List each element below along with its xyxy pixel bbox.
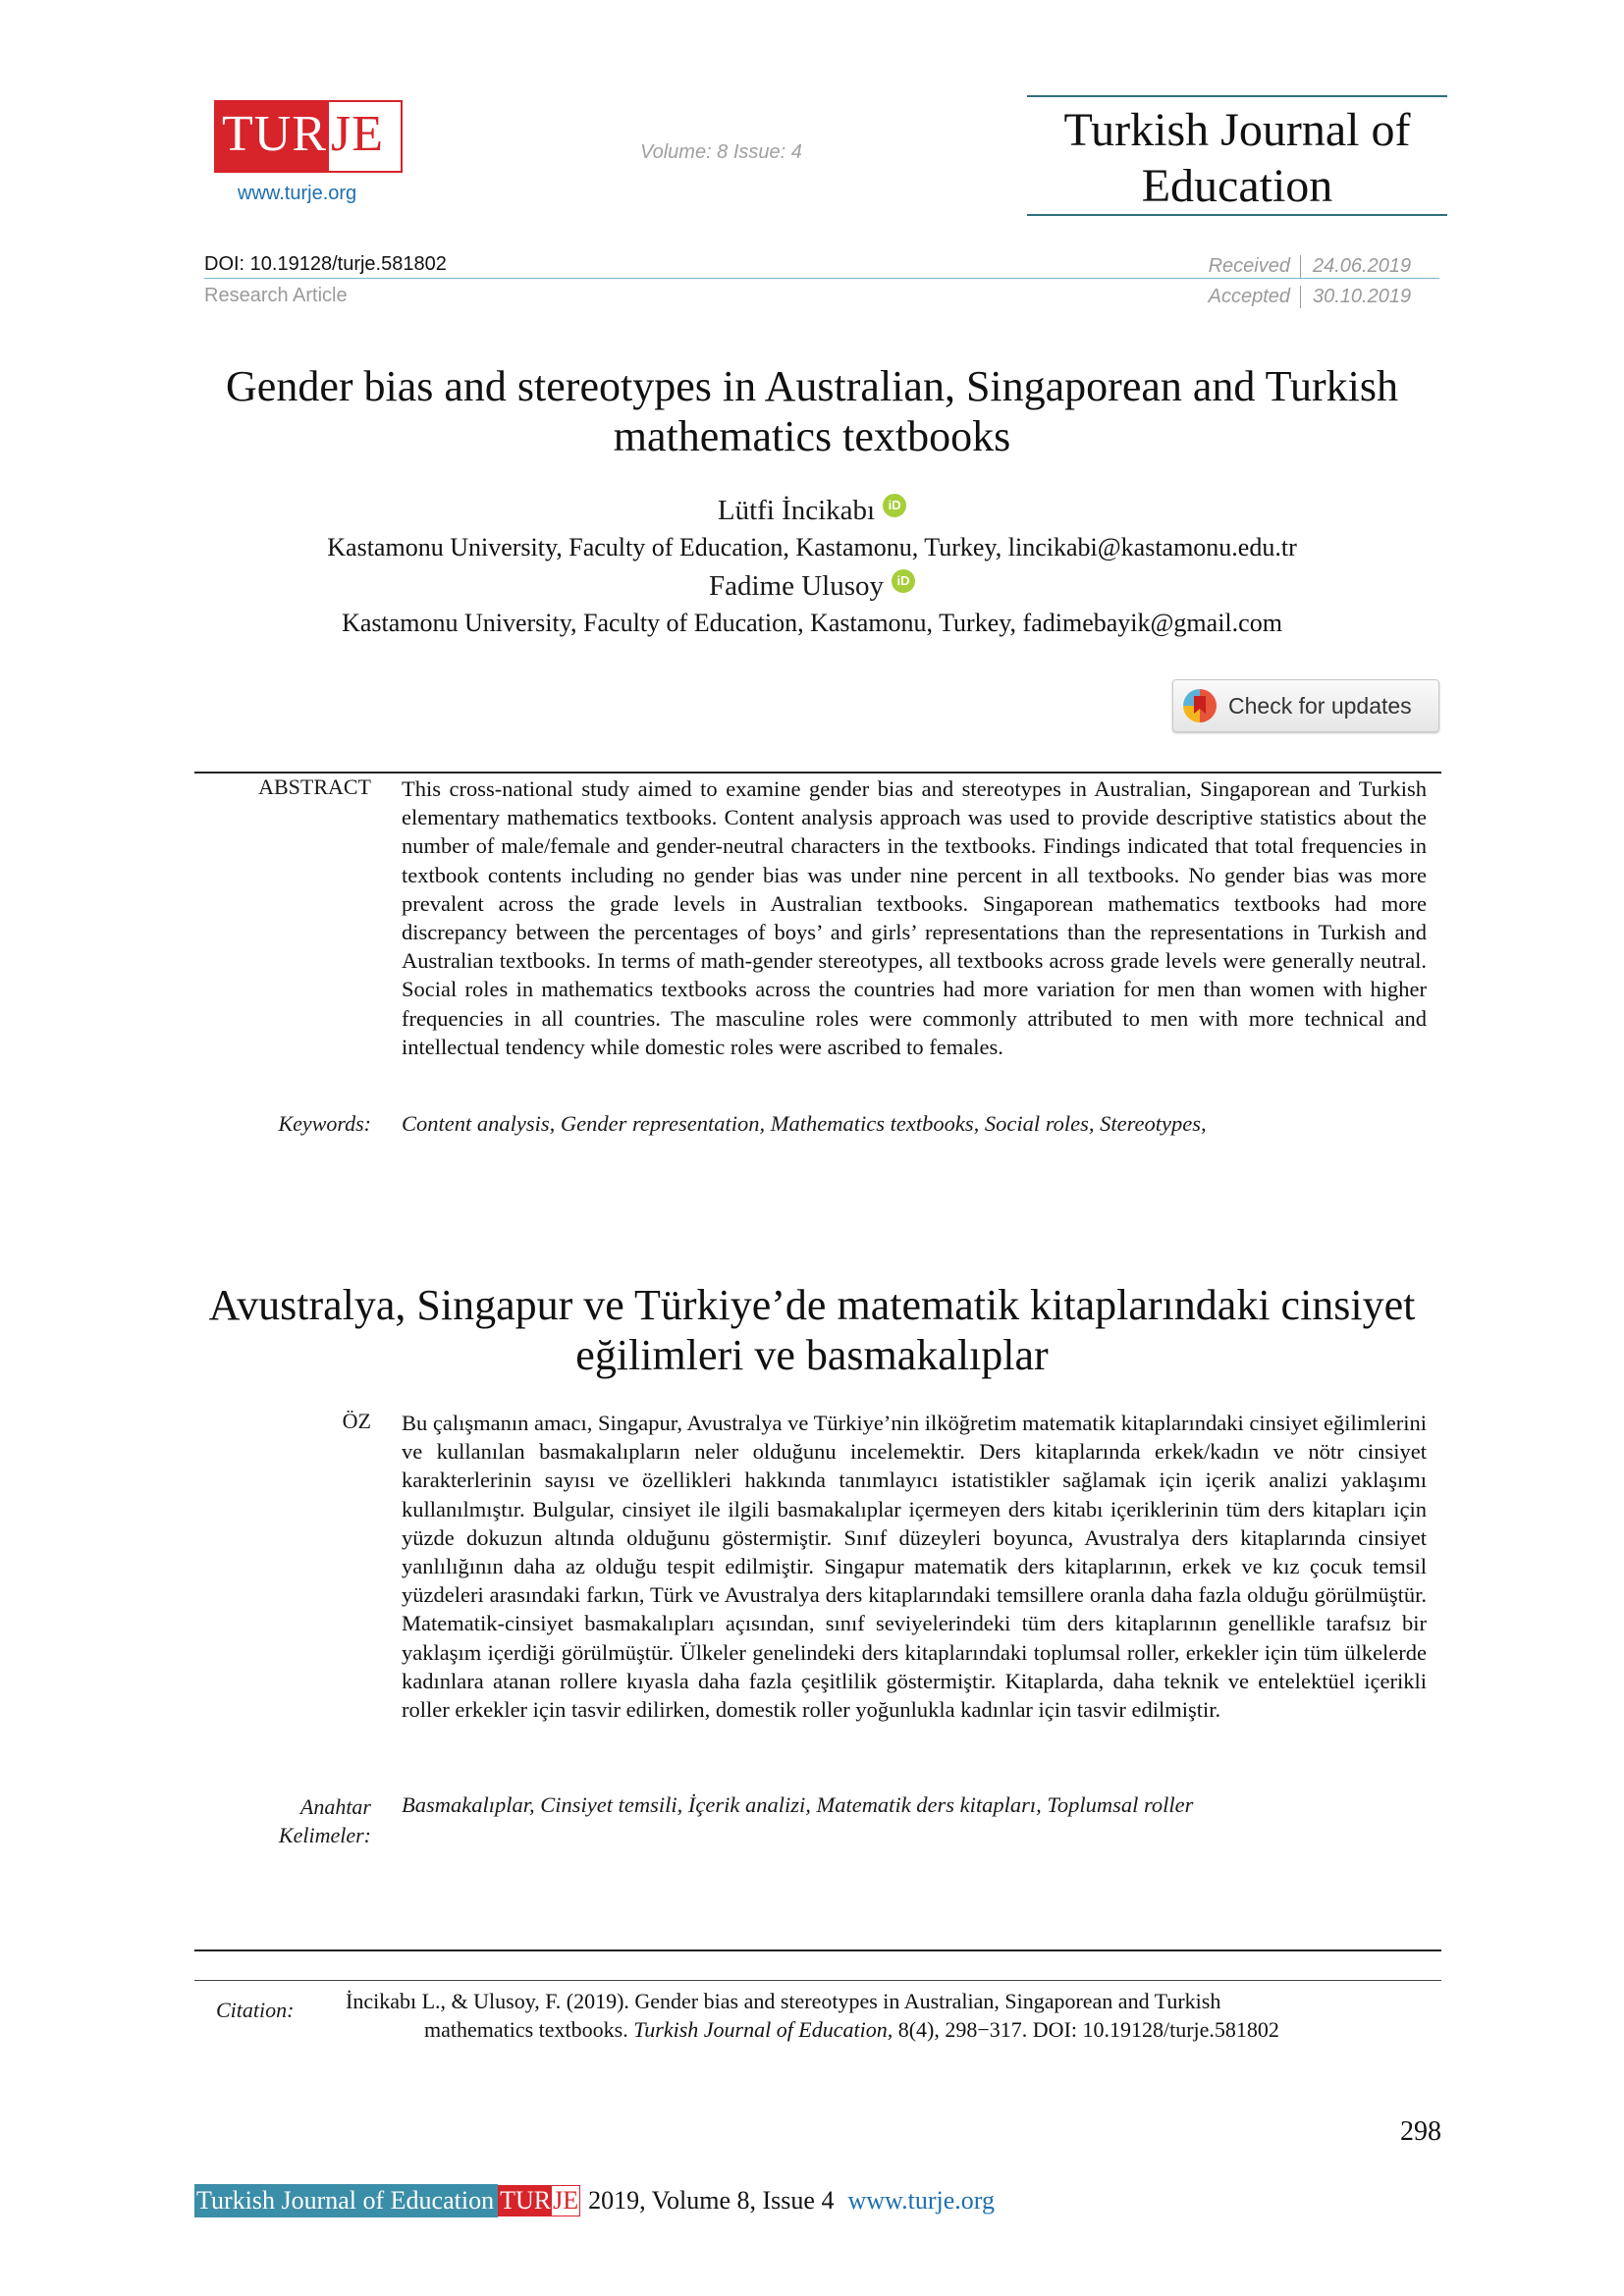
orcid-icon[interactable]: iD (892, 569, 915, 593)
turkish-keywords-label (194, 1792, 371, 1849)
author-2 (157, 569, 1467, 603)
abstract-label: ABSTRACT (258, 774, 371, 799)
turkish-keywords-label-line1: Anahtar (299, 1794, 371, 1819)
turkish-keywords-text: Basmakalıplar, Cinsiyet temsili, İçerik analizi, Matematik ders kitapları, Toplumsal roller (402, 1792, 1194, 1817)
citation-line-1: İncikabı L., & Ulusoy, F. (2019). Gender bias and stereotypes in Australian, Singaporean and Turkish (346, 1989, 1221, 2013)
citation-text (346, 1987, 1406, 2044)
footer-issue-info: 2019, Volume 8, Issue 4 (588, 2186, 835, 2215)
keywords-label: Keywords: (278, 1111, 371, 1136)
logo-red-part: TUR (216, 102, 329, 171)
doi-link[interactable]: DOI: 10.19128/turje.581802 (204, 253, 447, 275)
keywords-text: Content analysis, Gender representation, Mathematics textbooks, Social roles, Stereotypes, (402, 1111, 1207, 1136)
citation-top-rule (194, 1949, 1441, 1951)
orcid-icon[interactable]: iD (883, 494, 906, 517)
received-date: 24.06.2019 (1313, 255, 1412, 277)
journal-title-bottom-rule (1027, 214, 1447, 216)
logo-white-part: JE (331, 106, 384, 162)
author-2-affiliation: Kastamonu University, Faculty of Education, Kastamonu, Turkey, fadimebayik@gmail.com (342, 609, 1282, 637)
footer-journal-name: Turkish Journal of Education (194, 2184, 498, 2217)
author-1-name: Lütfi İncikabı (717, 495, 876, 526)
dates-block (1164, 251, 1439, 312)
abstract-rule (194, 772, 1441, 774)
journal-title-top-rule (1027, 95, 1447, 97)
footer (194, 2184, 995, 2217)
footer-logo (498, 2185, 580, 2216)
paper-title: Gender bias and stereotypes in Australian, Singaporean and Turkish mathematics textbooks (226, 362, 1398, 460)
citation-line-2 (346, 2015, 1406, 2044)
accepted-label: Accepted (1164, 286, 1301, 308)
turkish-keywords-label-line2: Kelimeler: (278, 1823, 371, 1847)
accepted-date: 30.10.2019 (1313, 286, 1412, 307)
check-for-updates-button[interactable] (1172, 679, 1439, 732)
author-1 (157, 494, 1467, 527)
citation-line-2-end: 8(4), 298−317. DOI: 10.19128/turje.581802 (893, 2017, 1279, 2042)
oz-text: Bu çalışmanın amacı, Singapur, Avustralya ve Türkiye’nin ilköğretim matematik kitaplarındaki cinsiyet eğilimlerini ve kullanılan basmakalıpların neler olduğunu incelemektir. Ders kitaplarında erkek/kadın ve nötr cinsiyet karakterlerinin sayısı ve özellikleri hakkında tanımlayıcı istatistikler sağlamak için içerik analizi yaklaşımı kullanılmıştır. Bulgular, cinsiyet ile ilgili basmakalıplar içermeyen ders kitabı içeriklerinin tüm ders kitapları için yüzde dokuzun altında olduğunu göstermiştir. Sınıf düzeyleri boyunca, Avustralya ders kitaplarında cinsiyet yanlılığının daha az olduğu tespit edilmiştir. Singapur matematik ders kitaplarının, erkek ve kız çocuk temsil yüzdeleri arasındaki farkın, Türk ve Avustralya ders kitaplarındaki temsillere oranla daha fazla olduğu görülmüştür. Matematik-cinsiyet basmakalıpları açısından, sınıf seviyelerindeki tüm ders kitaplarının genellikle tarafsız bir yaklaşım içerdiği görülmüştür. Ülkeler genelindeki ders kitaplarındaki toplumsal roller, erkekler için tüm ülkelerde kadınlara atanan rollere kıyasla daha fazla çeşitlilik göstermiştir. Kitaplarda, daha teknik ve entelektüel içerikli roller erkekler için tasvir edilirken, domestik roller yoğunlukla kadınlar için tasvir edilmiştir. (402, 1411, 1427, 1723)
citation-label: Citation: (216, 1998, 295, 2022)
author-1-affiliation: Kastamonu University, Faculty of Education, Kastamonu, Turkey, lincikabi@kastamonu.edu.tr (327, 533, 1297, 561)
citation-second-rule (194, 1980, 1441, 1981)
journal-title: Turkish Journal of Education (1063, 104, 1411, 212)
citation-line-2-start: mathematics textbooks. (424, 2017, 634, 2042)
footer-logo-white-part: JE (553, 2186, 579, 2215)
journal-url-link[interactable]: www.turje.org (238, 183, 357, 204)
article-type: Research Article (204, 285, 348, 306)
volume-issue: Volume: 8 Issue: 4 (640, 141, 802, 163)
turkish-title: Avustralya, Singapur ve Türkiye’de matematik kitaplarındaki cinsiyet eğilimleri ve basmakalıplar (208, 1281, 1416, 1379)
author-2-name: Fadime Ulusoy (708, 570, 885, 602)
page-number: 298 (1400, 2116, 1441, 2147)
abstract-text: This cross-national study aimed to examine gender bias and stereotypes in Australian, Singaporean and Turkish elementary mathematics textbooks. Content analysis approach was used to provide descriptive statistics about the number of male/female and gender-neutral characters in the textbooks. Findings indicated that total frequencies in textbook contents including no gender bias was under nine percent in all textbooks. No gender bias was more prevalent across the grade levels in Australian textbooks. Singaporean mathematics textbooks had more discrepancy between the percentages of boys’ and girls’ representations than the representations in Turkish and Australian textbooks. In terms of math-gender stereotypes, all textbooks across grade levels were generally neutral. Social roles in mathematics textbooks across the countries had more variation for men than women with higher frequencies in all countries. The masculine roles were commonly attributed to men with more technical and intellectual tendency while domestic roles were ascribed to females. (402, 776, 1427, 1059)
footer-url-link[interactable]: www.turje.org (847, 2186, 995, 2215)
footer-logo-red-part: TUR (500, 2186, 552, 2215)
received-label: Received (1164, 255, 1301, 278)
turje-logo (214, 100, 403, 173)
citation-journal: Turkish Journal of Education, (633, 2017, 893, 2042)
oz-label: ÖZ (342, 1409, 371, 1433)
crossmark-icon (1183, 689, 1217, 722)
check-for-updates-label: Check for updates (1228, 692, 1412, 719)
